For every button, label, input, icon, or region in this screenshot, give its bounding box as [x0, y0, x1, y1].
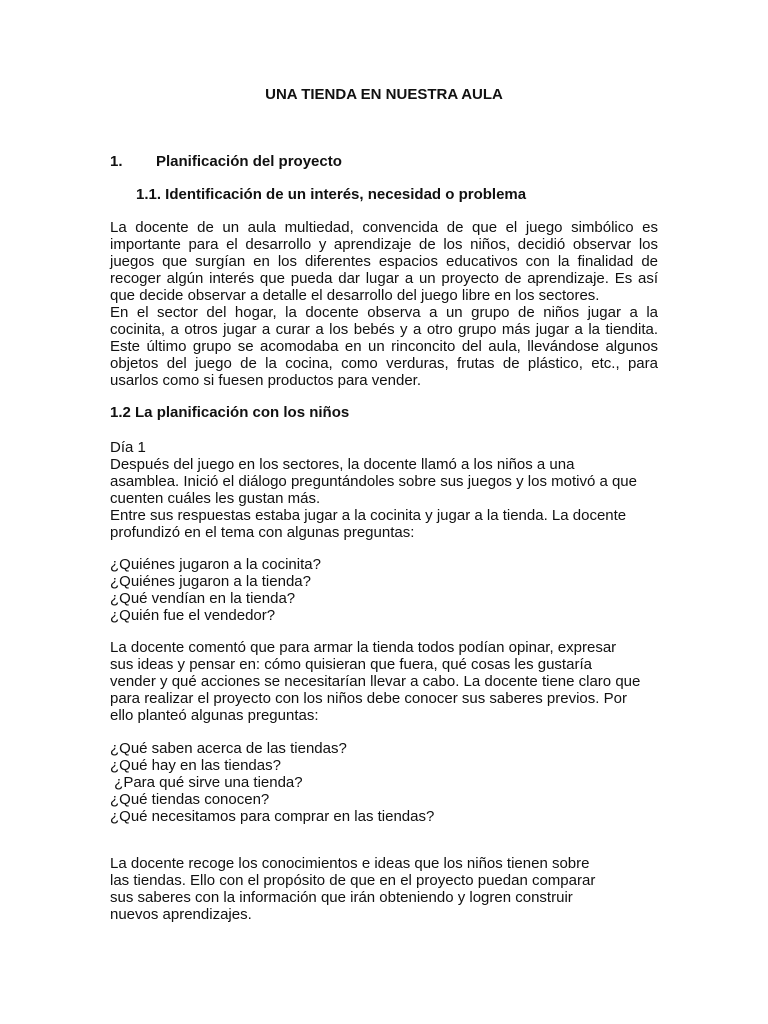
text-line: para realizar el proyecto con los niños debe conocer sus saberes previos. Por — [110, 690, 627, 707]
paragraph-intro — [110, 219, 658, 389]
paragraph-saberes — [110, 639, 658, 724]
text-line: juegos que surgían en los diferentes espacios educativos con la finalidad de — [110, 253, 658, 270]
text-line: usarlos como si fuesen productos para vender. — [110, 372, 422, 389]
section-heading-planificacion — [110, 153, 342, 171]
text-line: cocinita, a otros jugar a curar a los bebés y a otro grupo más jugar a la tiendita. — [110, 321, 658, 338]
section-number: 1. — [110, 153, 123, 170]
subsection-heading-identificacion: 1.1. Identificación de un interés, necesidad o problema — [136, 186, 527, 203]
question-item: ¿Quién fue el vendedor? — [110, 607, 276, 624]
day-label: Día 1 — [110, 439, 146, 456]
questions-list-1 — [110, 556, 658, 624]
question-item: ¿Qué saben acerca de las tiendas? — [110, 740, 347, 757]
text-line: objetos del juego de la cocina, como verduras, frutas de plástico, etc., para — [110, 355, 658, 372]
day1-block — [110, 439, 658, 541]
text-line: que decide observar a detalle el desarrollo del juego libre en los sectores. — [110, 287, 600, 304]
text-line: profundizó en el tema con algunas preguntas: — [110, 524, 415, 541]
question-item: ¿Qué necesitamos para comprar en las tiendas? — [110, 808, 435, 825]
questions-list-2 — [110, 740, 658, 825]
question-item: ¿Qué vendían en la tienda? — [110, 590, 296, 607]
question-item: ¿Para qué sirve una tienda? — [110, 774, 303, 791]
question-item: ¿Quiénes jugaron a la tienda? — [110, 573, 311, 590]
question-item: ¿Quiénes jugaron a la cocinita? — [110, 556, 321, 573]
text-line: Después del juego en los sectores, la docente llamó a los niños a una — [110, 456, 575, 473]
text-line: importante para el desarrollo y aprendizaje de los niños, decidió observar los — [110, 236, 658, 253]
text-line: asamblea. Inició el diálogo preguntándoles sobre sus juegos y los motivó a que — [110, 473, 637, 490]
text-line: vender y qué acciones se necesitarían llevar a cabo. La docente tiene claro que — [110, 673, 641, 690]
text-line: Este último grupo se acomodaba en un rinconcito del aula, llevándose algunos — [110, 338, 658, 355]
text-line: Entre sus respuestas estaba jugar a la cocinita y jugar a la tienda. La docente — [110, 507, 627, 524]
text-line: La docente recoge los conocimientos e ideas que los niños tienen sobre — [110, 855, 590, 872]
text-line: En el sector del hogar, la docente observa a un grupo de niños jugar a la — [110, 304, 658, 321]
question-item: ¿Qué tiendas conocen? — [110, 791, 270, 808]
text-line: nuevos aprendizajes. — [110, 906, 252, 923]
text-line: La docente comentó que para armar la tienda todos podían opinar, expresar — [110, 639, 617, 656]
section-heading-text: Planificación del proyecto — [156, 153, 342, 170]
text-line: las tiendas. Ello con el propósito de que en el proyecto puedan comparar — [110, 872, 596, 889]
text-line: sus ideas y pensar en: cómo quisieran que fuera, qué cosas les gustaría — [110, 656, 592, 673]
paragraph-conclusion — [110, 855, 658, 923]
text-line: sus saberes con la información que irán obteniendo y logren construir — [110, 889, 573, 906]
document-title: UNA TIENDA EN NUESTRA AULA — [265, 86, 503, 103]
text-line: cuenten cuáles les gustan más. — [110, 490, 321, 507]
text-line: La docente de un aula multiedad, convencida de que el juego simbólico es — [110, 219, 658, 236]
text-line: ello planteó algunas preguntas: — [110, 707, 319, 724]
text-line: recoger algún interés que pueda dar lugar a un proyecto de aprendizaje. Es así — [110, 270, 658, 287]
question-item: ¿Qué hay en las tiendas? — [110, 757, 281, 774]
subsection-heading-planificacion-ninos: 1.2 La planificación con los niños — [110, 404, 350, 421]
